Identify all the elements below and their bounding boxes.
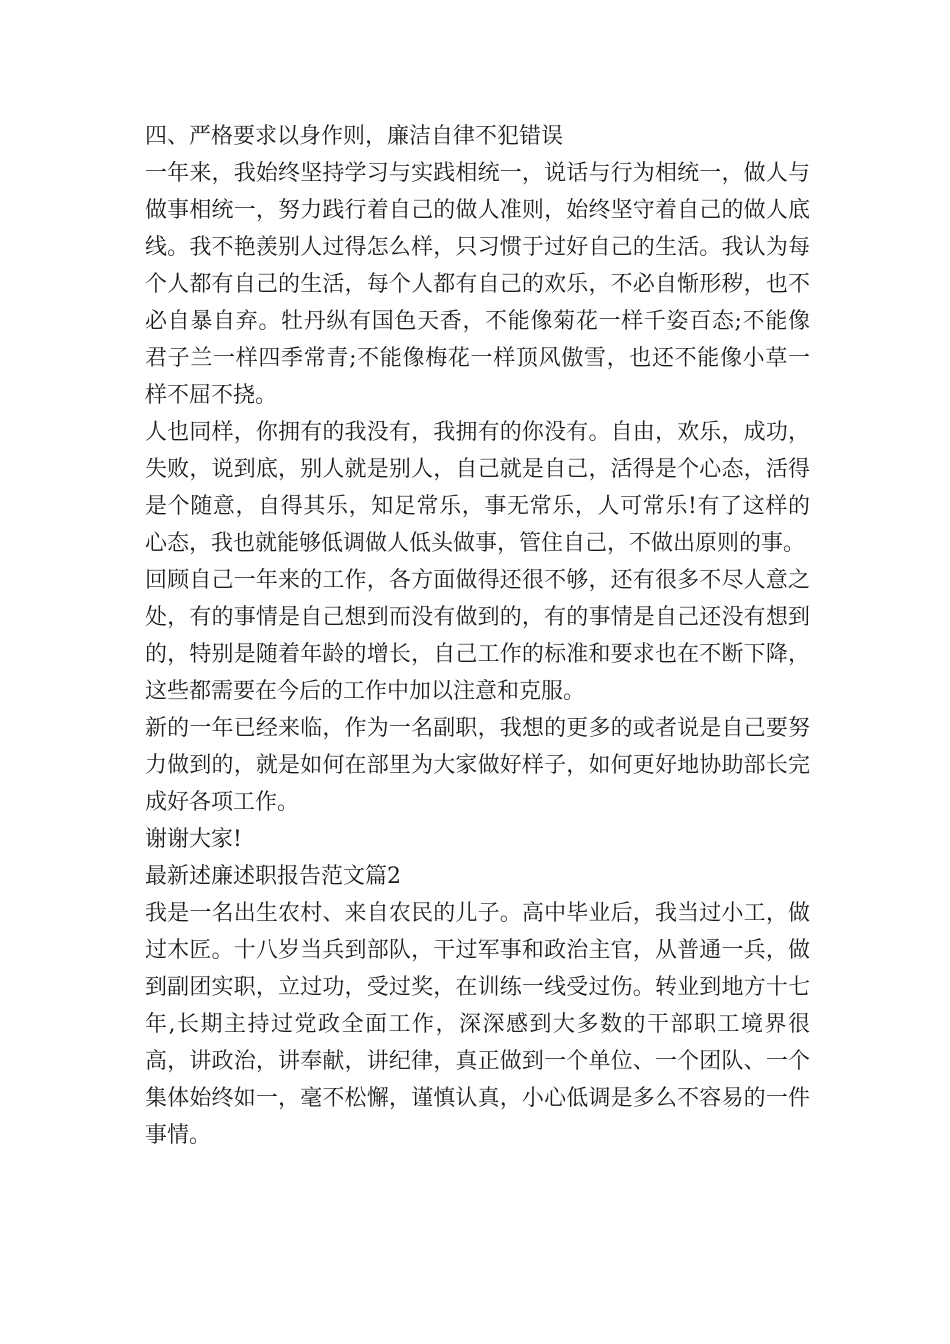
paragraph-new-year: 新的一年已经来临，作为一名副职，我想的更多的或者说是自己要努力做到的，就是如何在部里为大家做好样子，如何更好地协助部长完成好各项工作。 (145, 716, 810, 815)
paragraph-review: 回顾自己一年来的工作，各方面做得还很不够，还有很多不尽人意之处，有的事情是自己想到而没有做到的，有的事情是自己还没有想到的，特别是随着年龄的增长，自己工作的标准和要求也在不断下降，这些都需要在今后的工作中加以注意和克服。 (145, 568, 810, 704)
document-body (145, 118, 810, 1154)
article-title-2: 最新述廉述职报告范文篇2 (145, 864, 401, 889)
paragraph-mindset: 人也同样，你拥有的我没有，我拥有的你没有。自由，欢乐，成功，失败，说到底，别人就是别人，自己就是自己，活得是个心态，活得是个随意，自得其乐，知足常乐，事无常乐，人可常乐!有了这样的心态，我也就能够低调做人低头做事，管住自己，不做出原则的事。 (145, 420, 810, 556)
paragraph-background: 我是一名出生农村、来自农民的儿子。高中毕业后，我当过小工，做过木匠。十八岁当兵到部队，干过军事和政治主官，从普通一兵，做到副团实职，立过功，受过奖，在训练一线受过伤。转业到地方十七年,长期主持过党政全面工作，深深感到大多数的干部职工境界很高，讲政治，讲奉献，讲纪律，真正做到一个单位、一个团队、一个集体始终如一，毫不松懈，谨慎认真，小心低调是多么不容易的一件事情。 (145, 901, 810, 1148)
paragraph-thanks: 谢谢大家! (145, 827, 242, 852)
paragraph-integrity: 一年来，我始终坚持学习与实践相统一，说话与行为相统一，做人与做事相统一，努力践行着自己的做人准则，始终坚守着自己的做人底线。我不艳羡别人过得怎么样，只习惯于过好自己的生活。我认为每个人都有自己的生活，每个人都有自己的欢乐，不必自惭形秽，也不必自暴自弃。牡丹纵有国色天香，不能像菊花一样千姿百态;不能像君子兰一样四季常青;不能像梅花一样顶风傲雪，也还不能像小草一样不屈不挠。 (145, 161, 810, 408)
section-heading-4: 四、严格要求以身作则，廉洁自律不犯错误 (145, 124, 564, 149)
